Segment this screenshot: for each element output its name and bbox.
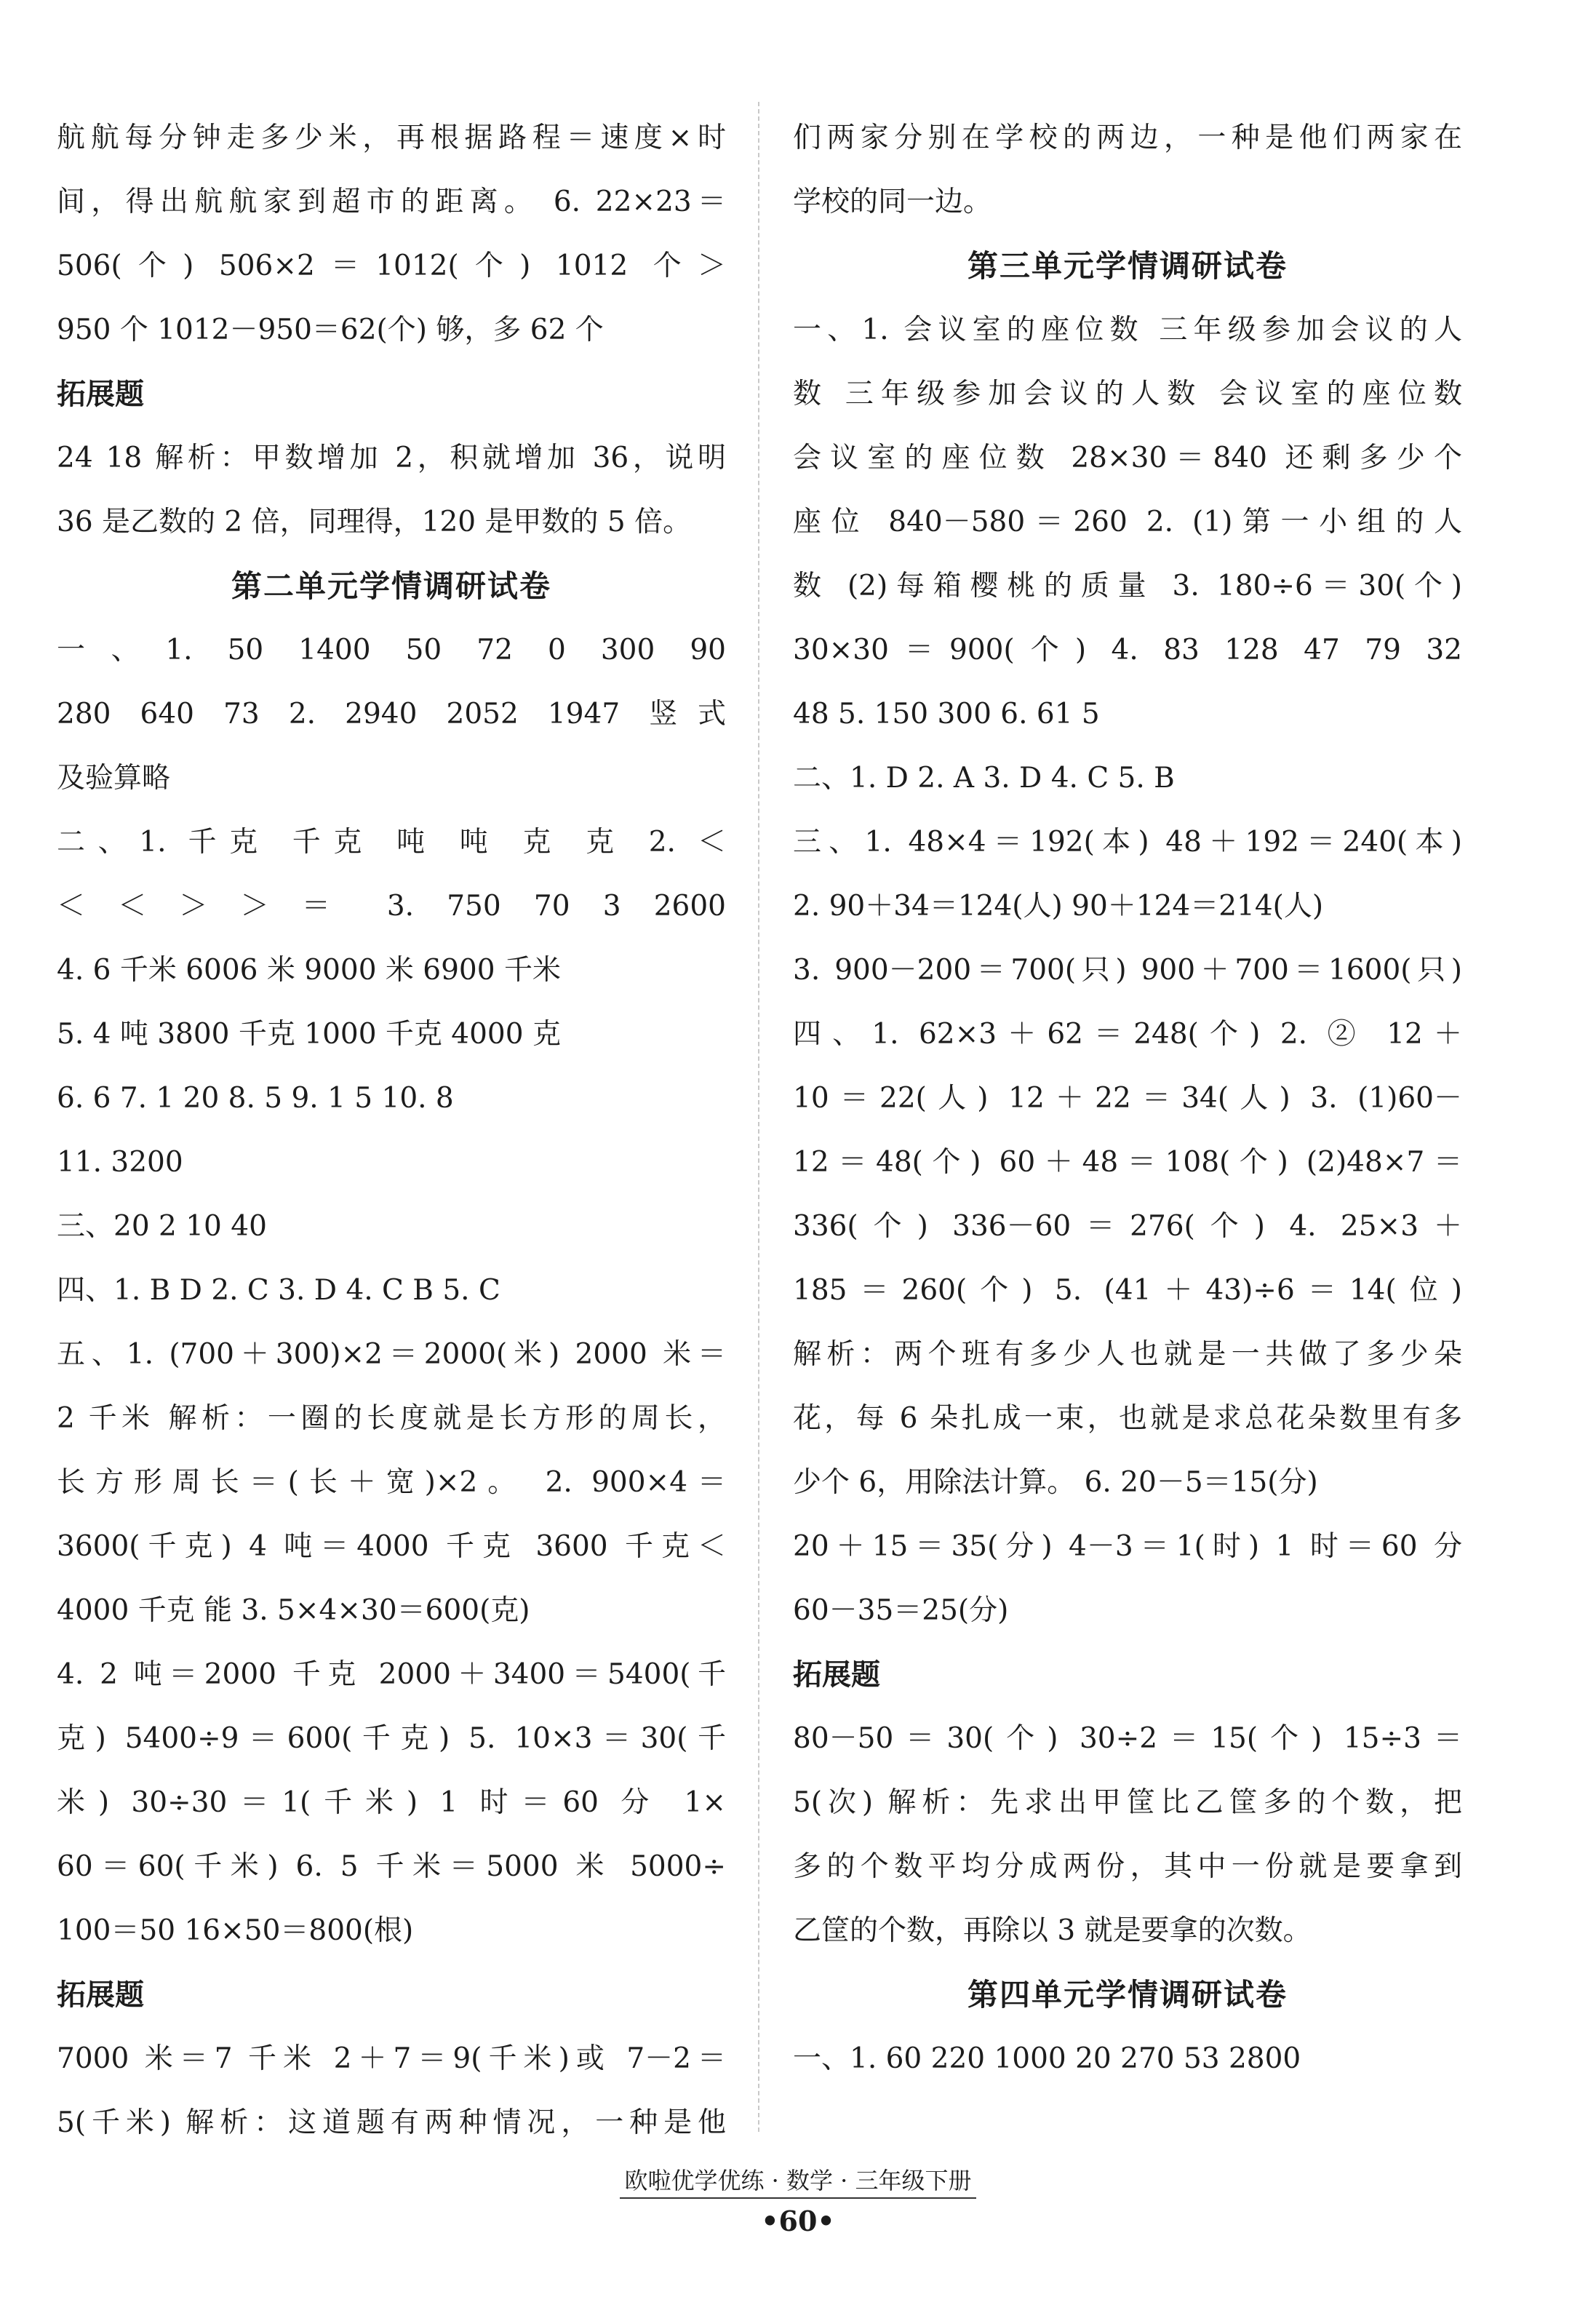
section-heading: 第二单元学情调研试卷 — [231, 568, 551, 604]
text-line: 四、1. 62×3＋62＝248(个) 2. ② 12＋ — [793, 1018, 1462, 1051]
text-line: 20＋15＝35(分) 4－3＝1(时) 1 时＝60 分 — [793, 1530, 1462, 1563]
text-line: 5(次) 解析：先求出甲筐比乙筐多的个数，把 — [793, 1786, 1462, 1819]
text-line: 数 三年级参加会议的人数 会议室的座位数 — [793, 378, 1462, 410]
text-line: 4000 千克 能 3. 5×4×30＝600(克) — [57, 1594, 530, 1627]
text-line: 会议室的座位数 28×30＝840 还剩多少个 — [793, 442, 1462, 474]
text-line: 10＝22(人) 12＋22＝34(人) 3. (1)60－ — [793, 1082, 1462, 1115]
subsection-title: 拓展题 — [793, 1657, 880, 1692]
text-line: 6. 6 7. 1 20 8. 5 9. 1 5 10. 8 — [57, 1082, 454, 1115]
text-line: 多的个数平均分成两份，其中一份就是要拿到 — [793, 1850, 1462, 1883]
text-line: 乙筐的个数，再除以 3 就是要拿的次数。 — [793, 1914, 1312, 1947]
text-line: 30×30＝900(个) 4. 83 128 47 79 32 — [793, 634, 1462, 666]
text-line: 花，每 6 朵扎成一束，也就是求总花朵数里有多 — [793, 1402, 1462, 1435]
text-line: 二、1. D 2. A 3. D 4. C 5. B — [793, 762, 1175, 795]
text-line: 座位 840－580＝260 2. (1)第一小组的人 — [793, 506, 1462, 538]
right-column — [793, 106, 1462, 2091]
text-line: 12＝48(个) 60＋48＝108(个) (2)48×7＝ — [793, 1146, 1462, 1179]
footer-title-text: 欧啦优学优练 · 数学 · 三年级下册 — [620, 2167, 975, 2199]
text-line: 三、1. 48×4＝192(本) 48＋192＝240(本) — [793, 826, 1462, 859]
text-line: 3. 900－200＝700(只) 900＋700＝1600(只) — [793, 954, 1462, 987]
text-line: 36 是乙数的 2 倍，同理得，120 是甲数的 5 倍。 — [57, 506, 692, 538]
subsection-title: 拓展题 — [57, 1978, 144, 2012]
text-line: 5. 4 吨 3800 千克 1000 千克 4000 克 — [57, 1018, 561, 1051]
text-line: 80－50＝30(个) 30÷2＝15(个) 15÷3＝ — [793, 1722, 1462, 1755]
text-line: 950 个 1012－950＝62(个) 够，多 62 个 — [57, 314, 604, 346]
text-line: 五、1. (700＋300)×2＝2000(米) 2000 米＝ — [57, 1338, 726, 1371]
column-divider — [758, 102, 759, 2132]
footer-book-title — [0, 2162, 1596, 2196]
text-line: 四、1. B D 2. C 3. D 4. C B 5. C — [57, 1274, 500, 1307]
text-line: 7000 米＝7 千米 2＋7＝9(千米)或 7－2＝ — [57, 2042, 726, 2075]
page-number: •60• — [761, 2205, 835, 2237]
subsection-title: 拓展题 — [57, 377, 144, 411]
text-line: 一、1. 会议室的座位数 三年级参加会议的人 — [793, 314, 1462, 346]
left-column — [57, 106, 726, 2155]
text-line: 航航每分钟走多少米，再根据路程＝速度×时 — [57, 122, 726, 154]
text-line: 2. 90＋34＝124(人) 90＋124＝214(人) — [793, 890, 1324, 923]
text-line: 100＝50 16×50＝800(根) — [57, 1914, 414, 1947]
section-heading: 第四单元学情调研试卷 — [967, 1977, 1288, 2013]
text-line: 24 18 解析：甲数增加 2，积就增加 36，说明 — [57, 442, 726, 474]
text-line: 一、1. 60 220 1000 20 270 53 2800 — [793, 2042, 1301, 2075]
text-line: 少个 6，用除法计算。 6. 20－5＝15(分) — [793, 1466, 1318, 1499]
text-line: 二、1. 千克 千克 吨 吨 克 克 2. ＜ — [57, 826, 726, 859]
text-line: 数 (2)每箱樱桃的质量 3. 180÷6＝30(个) — [793, 570, 1462, 602]
text-line: 三、20 2 10 40 — [57, 1210, 267, 1243]
text-line: 11. 3200 — [57, 1146, 183, 1179]
text-line: 185＝260(个) 5. (41＋43)÷6＝14(位) — [793, 1274, 1462, 1307]
text-line: 506(个) 506×2＝1012(个) 1012 个＞ — [57, 250, 726, 282]
text-line: 米) 30÷30＝1(千米) 1 时＝60 分 1× — [57, 1786, 726, 1819]
text-line: 4. 6 千米 6006 米 9000 米 6900 千米 — [57, 954, 561, 987]
text-line: 5(千米) 解析：这道题有两种情况，一种是他 — [57, 2106, 726, 2139]
text-line: 48 5. 150 300 6. 61 5 — [793, 698, 1100, 730]
text-line: 280 640 73 2. 2940 2052 1947 竖式 — [57, 698, 726, 730]
text-line: 3600(千克) 4 吨＝4000 千克 3600 千克＜ — [57, 1530, 726, 1563]
text-line: 2 千米 解析：一圈的长度就是长方形的周长， — [57, 1402, 726, 1435]
text-line: 们两家分别在学校的两边，一种是他们两家在 — [793, 122, 1462, 154]
text-line: 一、1. 50 1400 50 72 0 300 90 — [57, 634, 726, 666]
text-line: 4. 2 吨＝2000 千克 2000＋3400＝5400(千 — [57, 1658, 726, 1691]
text-line: 336(个) 336－60＝276(个) 4. 25×3＋ — [793, 1210, 1462, 1243]
text-line: ＜ ＜ ＞ ＞ ＝ 3. 750 70 3 2600 — [57, 890, 726, 923]
text-line: 间，得出航航家到超市的距离。 6. 22×23＝ — [57, 186, 726, 218]
text-line: 克) 5400÷9＝600(千克) 5. 10×3＝30(千 — [57, 1722, 726, 1755]
text-line: 及验算略 — [57, 762, 171, 795]
section-heading: 第三单元学情调研试卷 — [967, 248, 1288, 284]
text-line: 60－35＝25(分) — [793, 1594, 1009, 1627]
text-line: 60＝60(千米) 6. 5 千米＝5000 米 5000÷ — [57, 1850, 726, 1883]
text-line: 解析：两个班有多少人也就是一共做了多少朵 — [793, 1338, 1462, 1371]
text-line: 学校的同一边。 — [793, 186, 992, 218]
text-line: 长方形周长＝(长＋宽)×2。 2. 900×4＝ — [57, 1466, 726, 1499]
